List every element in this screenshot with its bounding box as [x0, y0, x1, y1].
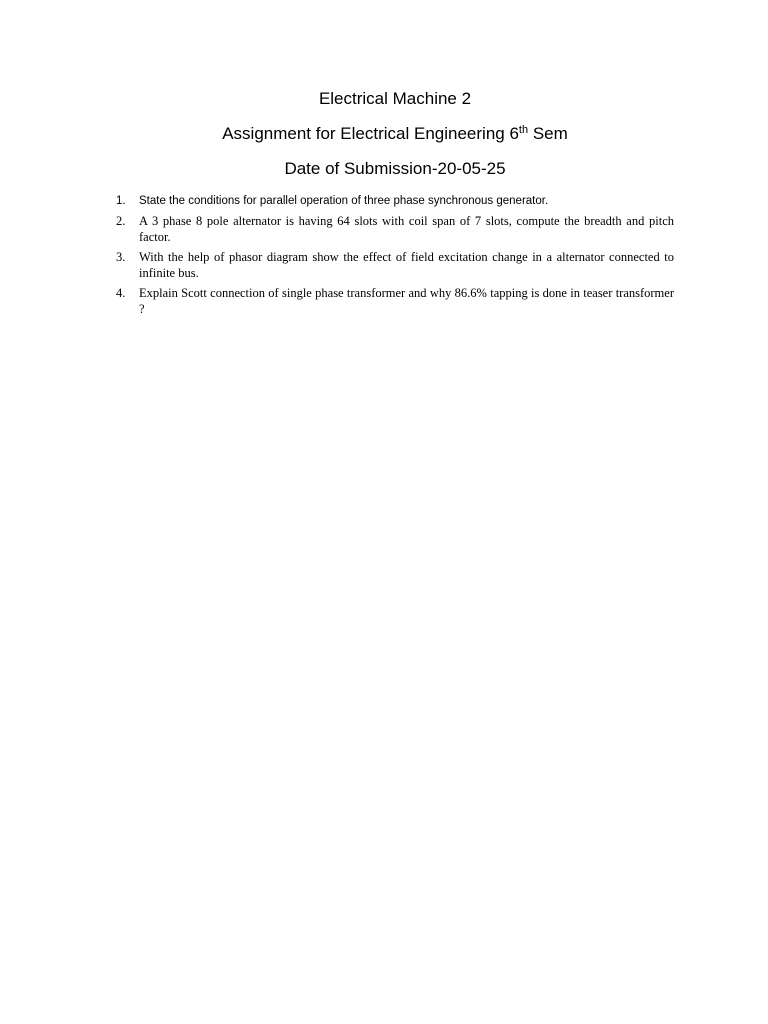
- question-number: 3.: [116, 250, 126, 264]
- question-list: [107, 193, 674, 321]
- question-text: Explain Scott connection of single phase transformer and why 86.6% tapping is done in teaser transformer ?: [139, 286, 674, 316]
- question-item: [107, 285, 674, 317]
- question-number: 2.: [116, 214, 126, 228]
- submission-date: Date of Submission-20-05-25: [284, 159, 506, 178]
- course-title: Electrical Machine 2: [318, 89, 472, 108]
- question-text: With the help of phasor diagram show the effect of field excitation change in a alternator connected to infinite bus.: [139, 250, 674, 280]
- question-text: State the conditions for parallel operation of three phase synchronous generator.: [139, 195, 549, 207]
- assignment-title-superscript: th: [518, 124, 529, 136]
- question-number: 1.: [116, 195, 126, 207]
- question-item: [107, 213, 674, 245]
- question-item: [107, 193, 674, 209]
- question-number: 4.: [116, 286, 126, 300]
- assignment-title: [0, 124, 768, 144]
- assignment-title-suffix: Sem: [528, 124, 568, 143]
- question-text: A 3 phase 8 pole alternator is having 64 slots with coil span of 7 slots, compute the breadth and pitch factor.: [139, 214, 674, 244]
- assignment-title-prefix: Assignment for Electrical Engineering 6: [222, 124, 519, 143]
- question-item: [107, 249, 674, 281]
